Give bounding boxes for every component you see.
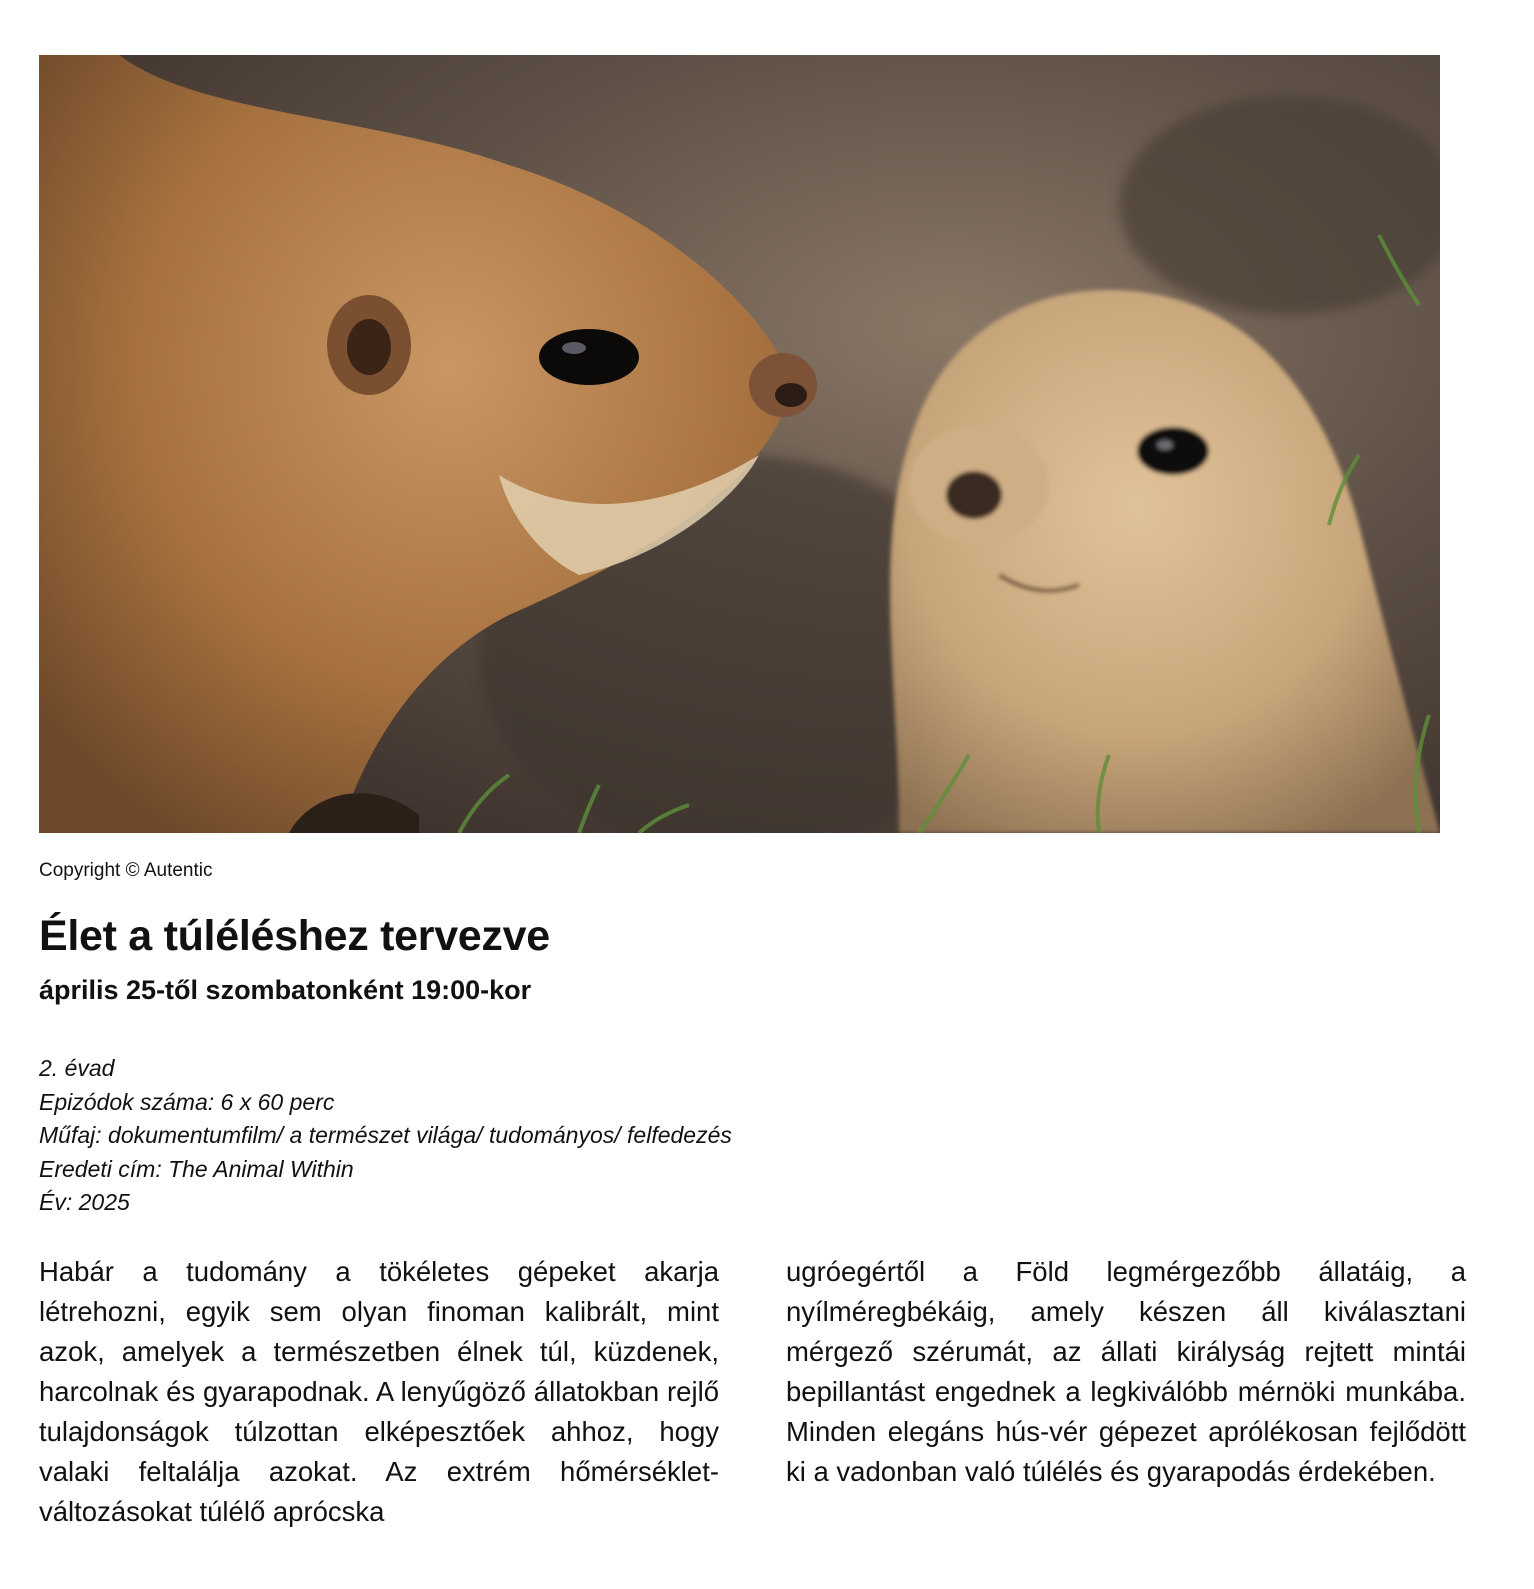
- photo-copyright: Copyright © Autentic: [39, 860, 213, 881]
- body-text-column-right: ugróegértől a Föld legmérgezőbb állatáig, a nyílméregbékáig, amely készen áll kiválasztani mérgező szérumát, az állati királyság rejtett mintái bepillantást engednek a legkiválóbb mérnöki munkába. Minden elegáns hús-vér gépezet aprólékosan fejlődött ki a vadonban való túlélés és gyarapodás érdekében.: [786, 1256, 1466, 1487]
- episode-count: Epizódok száma: 6 x 60 perc: [39, 1088, 335, 1115]
- program-details: [39, 1052, 732, 1220]
- page-title: Élet a túléléshez tervezve: [39, 912, 550, 960]
- body-text-column-left: Habár a tudomány a tökéletes gépeket akarja létrehozni, egyik sem olyan finoman kalibrált, mint azok, amelyek a természetben élnek túl, küzdenek, harcolnak és gyarapodnak. A lenyűgöző állatokban rejlő tulajdonságok túlzottan elképesztőek ahhoz, hogy valaki feltalálja azokat. Az extrém hőmérséklet-változásokat túlélő aprócska: [39, 1256, 719, 1527]
- prairie-dogs-illustration: [39, 55, 1440, 833]
- genre: Műfaj: dokumentumfilm/ a természet világa/ tudományos/ felfedezés: [39, 1122, 732, 1148]
- broadcast-schedule: április 25-től szombatonként 19:00-kor: [39, 975, 532, 1005]
- hero-photo: [39, 55, 1440, 833]
- season: 2. évad: [39, 1055, 115, 1081]
- year: Év: 2025: [39, 1189, 130, 1215]
- original-title: Eredeti cím: The Animal Within: [39, 1155, 354, 1182]
